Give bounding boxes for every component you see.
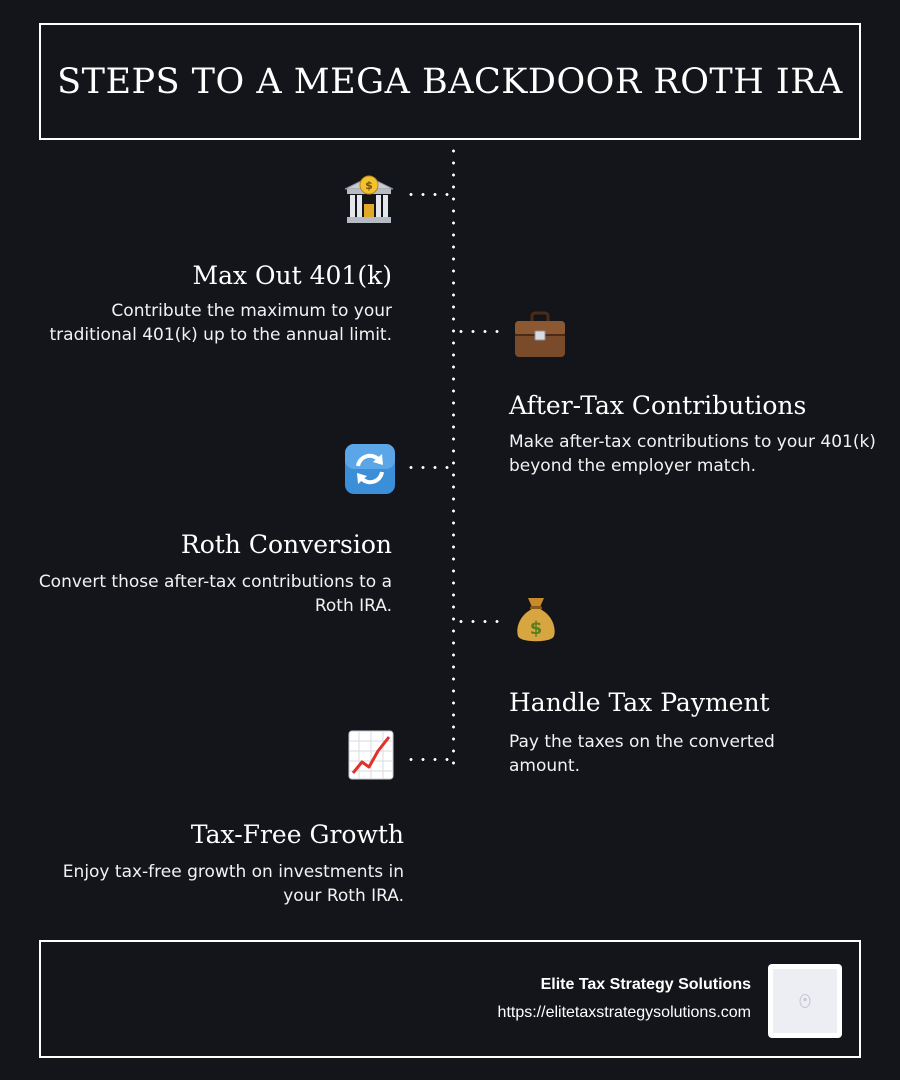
step-5-description: Enjoy tax-free growth on investments in your Roth IRA. [62,862,404,906]
company-name: Elite Tax Strategy Solutions [540,976,751,993]
svg-text:$: $ [529,618,543,639]
company-logo [768,964,842,1038]
chart-increasing-icon [343,727,399,783]
step-5-title: Tax-Free Growth [190,820,404,849]
title-box [39,23,861,140]
step-1-title: Max Out 401(k) [192,261,392,290]
logo-placeholder [773,969,837,1033]
step-2-description: Make after-tax contributions to your 401(k) beyond the employer match. [509,432,876,476]
timeline-line [452,145,455,765]
svg-text:$: $ [365,179,373,192]
website-link[interactable]: https://elitetaxstrategysolutions.com [497,1004,751,1021]
page-title: STEPS TO A MEGA BACKDOOR ROTH IRA [57,61,843,102]
connector-step-5 [405,758,453,761]
step-3-title: Roth Conversion [180,530,392,559]
connector-step-2 [455,330,505,333]
connector-step-1 [405,193,453,196]
footer [39,940,861,1058]
briefcase-icon [512,308,568,364]
money-bag-icon [508,592,564,648]
connector-step-3 [405,466,453,469]
step-1-description: Contribute the maximum to your traditional 401(k) up to the annual limit. [49,301,392,345]
refresh-arrows-icon [342,441,398,497]
connector-step-4 [455,620,505,623]
step-2-title: After-Tax Contributions [509,391,807,420]
image-placeholder-icon [798,993,812,1009]
step-3-description: Convert those after-tax contributions to a Roth IRA. [38,572,392,616]
step-4-description: Pay the taxes on the converted amount. [509,732,775,776]
bank-icon [341,172,397,228]
step-4-title: Handle Tax Payment [509,688,770,717]
